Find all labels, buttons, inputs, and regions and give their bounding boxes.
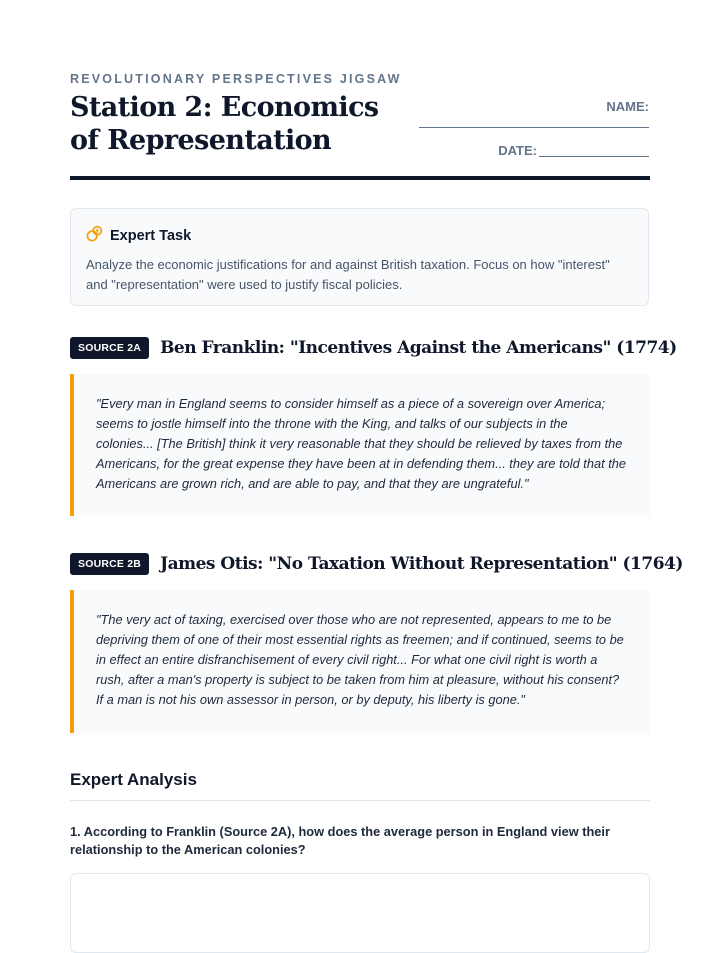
source-2a-quote: "Every man in England seems to consider himself as a piece of a sovereign over America; seems to jostle himself into the throne with the King, and talks of our subjects in the colonies... [The British] think it very reasonable that they should be relieved by taxes from the Americans, for the great expense they have been at in defending them... they are told that the Americans are grown rich, and are able to pay, and that they are ungrateful."	[70, 374, 650, 516]
source-badge: SOURCE 2B	[70, 553, 149, 575]
source-2b-header	[70, 553, 683, 575]
task-description: Analyze the economic justifications for and against British taxation. Focus on how "interest" and "representation" were used to justify fiscal policies.	[86, 257, 610, 292]
page-title: Station 2: Economics of Representation	[70, 92, 379, 156]
source-title: James Otis: "No Taxation Without Representation" (1764)	[160, 554, 683, 574]
source-2a-header	[70, 337, 677, 359]
name-label: NAME:	[606, 99, 649, 114]
answer-box-1[interactable]	[70, 873, 650, 953]
task-heading: Expert Task	[110, 227, 192, 244]
analysis-heading: Expert Analysis	[70, 770, 197, 789]
expert-task-card	[70, 208, 649, 306]
eyebrow-label: REVOLUTIONARY PERSPECTIVES JIGSAW	[70, 72, 402, 86]
date-row	[419, 143, 649, 158]
question-1: 1. According to Franklin (Source 2A), how does the average person in England view their relationship to the American colonies?	[70, 824, 610, 857]
coins-icon	[86, 225, 103, 246]
source-2b-quote: "The very act of taxing, exercised over those who are not represented, appears to me to be depriving them of one of their most essential rights as freemen; and if continued, seems to be in effect an entire disfranchisement of every civil right... For what one civil right is worth a rush, after a man's property is subject to be taken from him at pleasure, without his consent? If a man is not his own assessor in person, or by deputy, his liberty is gone."	[70, 590, 650, 733]
date-field[interactable]	[539, 144, 649, 157]
student-info	[419, 99, 649, 158]
header-divider	[70, 176, 650, 180]
date-label: DATE:	[498, 143, 537, 158]
name-field[interactable]	[419, 118, 649, 128]
source-badge: SOURCE 2A	[70, 337, 149, 359]
source-title: Ben Franklin: "Incentives Against the Americans" (1774)	[160, 338, 677, 358]
analysis-divider	[70, 800, 650, 801]
